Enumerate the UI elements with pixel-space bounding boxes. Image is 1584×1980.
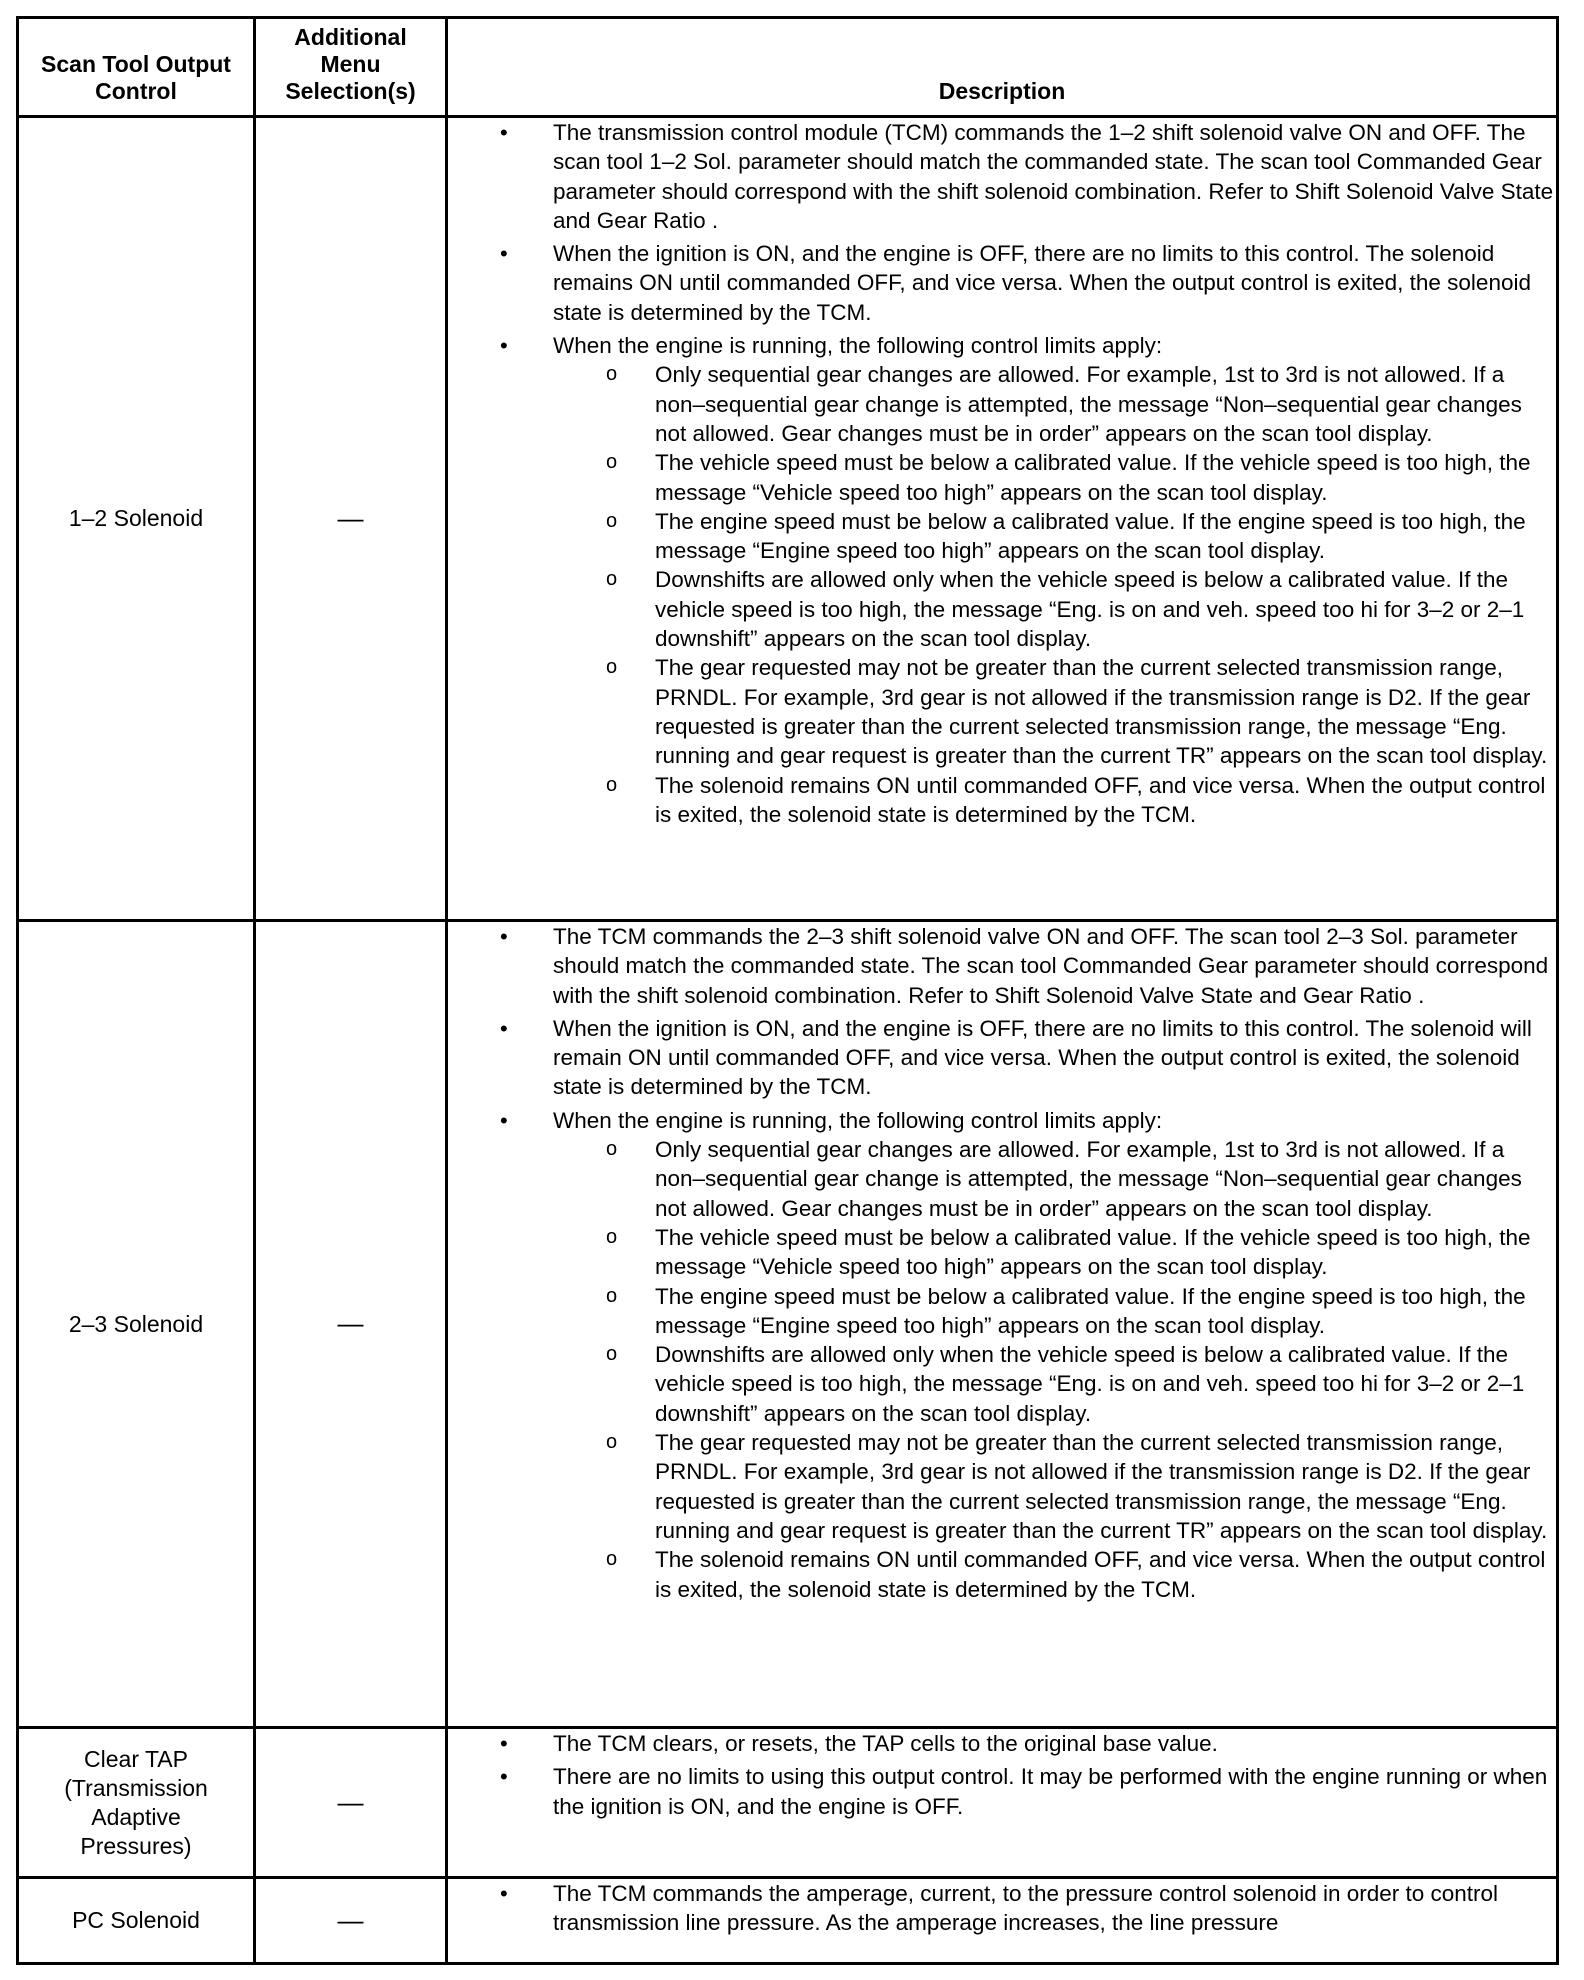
menu-selection-cell [255, 921, 447, 1728]
description-cell [447, 117, 1558, 921]
sub-item: o The solenoid remains ON until commanded OFF, and vice versa. When the output control is exited, the solenoid state is determined by the TCM. [553, 771, 1556, 830]
bullet-item: • The TCM commands the 2–3 shift solenoid valve ON and OFF. The scan tool 2–3 Sol. parameter should match the commanded state. The scan tool Commanded Gear parameter should correspond with the shift solenoid combination. Refer to Shift Solenoid Valve State and Gear Ratio . [448, 922, 1556, 1010]
bullet-list [448, 922, 1556, 1604]
sub-item: o The engine speed must be below a calibrated value. If the engine speed is too high, the message “Engine speed too high” appears on the scan tool display. [553, 507, 1556, 566]
bullet-text: When the engine is running, the following control limits apply: [553, 1107, 1163, 1133]
table-row [18, 117, 1558, 921]
menu-selection-cell [255, 117, 447, 921]
bullet-item: • The TCM clears, or resets, the TAP cells to the original base value. [448, 1729, 1556, 1758]
sub-item: o Downshifts are allowed only when the vehicle speed is below a calibrated value. If the vehicle speed is too high, the message “Eng. is on and veh. speed too hi for 3–2 or 2–1 downshift” appears on the scan tool display. [553, 565, 1556, 653]
description-cell [447, 1728, 1558, 1878]
bullet-item: • The transmission control module (TCM) commands the 1–2 shift solenoid valve ON and OFF. The scan tool 1–2 Sol. parameter should match the commanded state. The scan tool Commanded Gear parameter should correspond with the shift solenoid combination. Refer to Shift Solenoid Valve State and Gear Ratio . [448, 118, 1556, 235]
table-row [18, 1728, 1558, 1878]
output-control-cell: Clear TAP (Transmission Adaptive Pressures) [18, 1728, 255, 1878]
bullet-text: When the engine is running, the following control limits apply: [553, 333, 1163, 359]
bullet-item: • The TCM commands the amperage, current, to the pressure control solenoid in order to control transmission line pressure. As the amperage increases, the line pressure [448, 1879, 1556, 1938]
output-control-cell: 1–2 Solenoid [18, 117, 255, 921]
table-row [18, 1878, 1558, 1964]
output-control-cell: PC Solenoid [18, 1878, 255, 1964]
header-menu-selections: Additional Menu Selection(s) [255, 18, 447, 117]
bullet-list [448, 1879, 1556, 1938]
menu-selection-value: — [337, 1786, 364, 1817]
bullet-list [448, 1729, 1556, 1821]
sub-item: o The vehicle speed must be below a calibrated value. If the vehicle speed is too high, the message “Vehicle speed too high” appears on the scan tool display. [553, 1223, 1556, 1282]
sub-list [553, 1135, 1556, 1604]
header-description: Description [447, 18, 1558, 117]
bullet-list [448, 118, 1556, 829]
menu-selection-value: — [337, 1308, 364, 1338]
description-cell [447, 921, 1558, 1728]
menu-selection-cell [255, 1728, 447, 1878]
bullet-item: • When the ignition is ON, and the engine is OFF, there are no limits to this control. The solenoid remains ON until commanded OFF, and vice versa. When the output control is exited, the solenoid state is determined by the TCM. [448, 239, 1556, 327]
output-control-cell: 2–3 Solenoid [18, 921, 255, 1728]
header-output-control: Scan Tool Output Control [18, 18, 255, 117]
sub-item: o The vehicle speed must be below a calibrated value. If the vehicle speed is too high, the message “Vehicle speed too high” appears on the scan tool display. [553, 448, 1556, 507]
sub-item: o The engine speed must be below a calibrated value. If the engine speed is too high, the message “Engine speed too high” appears on the scan tool display. [553, 1282, 1556, 1341]
description-cell [447, 1878, 1558, 1964]
header-row [18, 18, 1558, 117]
bullet-item: • There are no limits to using this output control. It may be performed with the engine running or when the ignition is ON, and the engine is OFF. [448, 1762, 1556, 1821]
sub-item: o Only sequential gear changes are allowed. For example, 1st to 3rd is not allowed. If a non–sequential gear change is attempted, the message “Non–sequential gear changes not allowed. Gear changes must be in order” appears on the scan tool display. [553, 360, 1556, 448]
sub-item: o Downshifts are allowed only when the vehicle speed is below a calibrated value. If the vehicle speed is too high, the message “Eng. is on and veh. speed too hi for 3–2 or 2–1 downshift” appears on the scan tool display. [553, 1340, 1556, 1428]
sub-list [553, 360, 1556, 829]
scan-tool-output-table [16, 16, 1559, 1965]
table-row [18, 921, 1558, 1728]
sub-item: o The solenoid remains ON until commanded OFF, and vice versa. When the output control is exited, the solenoid state is determined by the TCM. [553, 1545, 1556, 1604]
menu-selection-value: — [337, 1904, 364, 1935]
bullet-item [448, 1106, 1556, 1604]
menu-selection-value: — [337, 502, 364, 533]
sub-item: o Only sequential gear changes are allowed. For example, 1st to 3rd is not allowed. If a non–sequential gear change is attempted, the message “Non–sequential gear changes not allowed. Gear changes must be in order” appears on the scan tool display. [553, 1135, 1556, 1223]
sub-item: o The gear requested may not be greater than the current selected transmission range, PRNDL. For example, 3rd gear is not allowed if the transmission range is D2. If the gear requested is greater than the current selected transmission range, the message “Eng. running and gear request is greater than the current TR” appears on the scan tool display. [553, 653, 1556, 770]
menu-selection-cell [255, 1878, 447, 1964]
sub-item: o The gear requested may not be greater than the current selected transmission range, PRNDL. For example, 3rd gear is not allowed if the transmission range is D2. If the gear requested is greater than the current selected transmission range, the message “Eng. running and gear request is greater than the current TR” appears on the scan tool display. [553, 1428, 1556, 1545]
bullet-item: • When the ignition is ON, and the engine is OFF, there are no limits to this control. The solenoid will remain ON until commanded OFF, and vice versa. When the output control is exited, the solenoid state is determined by the TCM. [448, 1014, 1556, 1102]
bullet-item [448, 331, 1556, 829]
